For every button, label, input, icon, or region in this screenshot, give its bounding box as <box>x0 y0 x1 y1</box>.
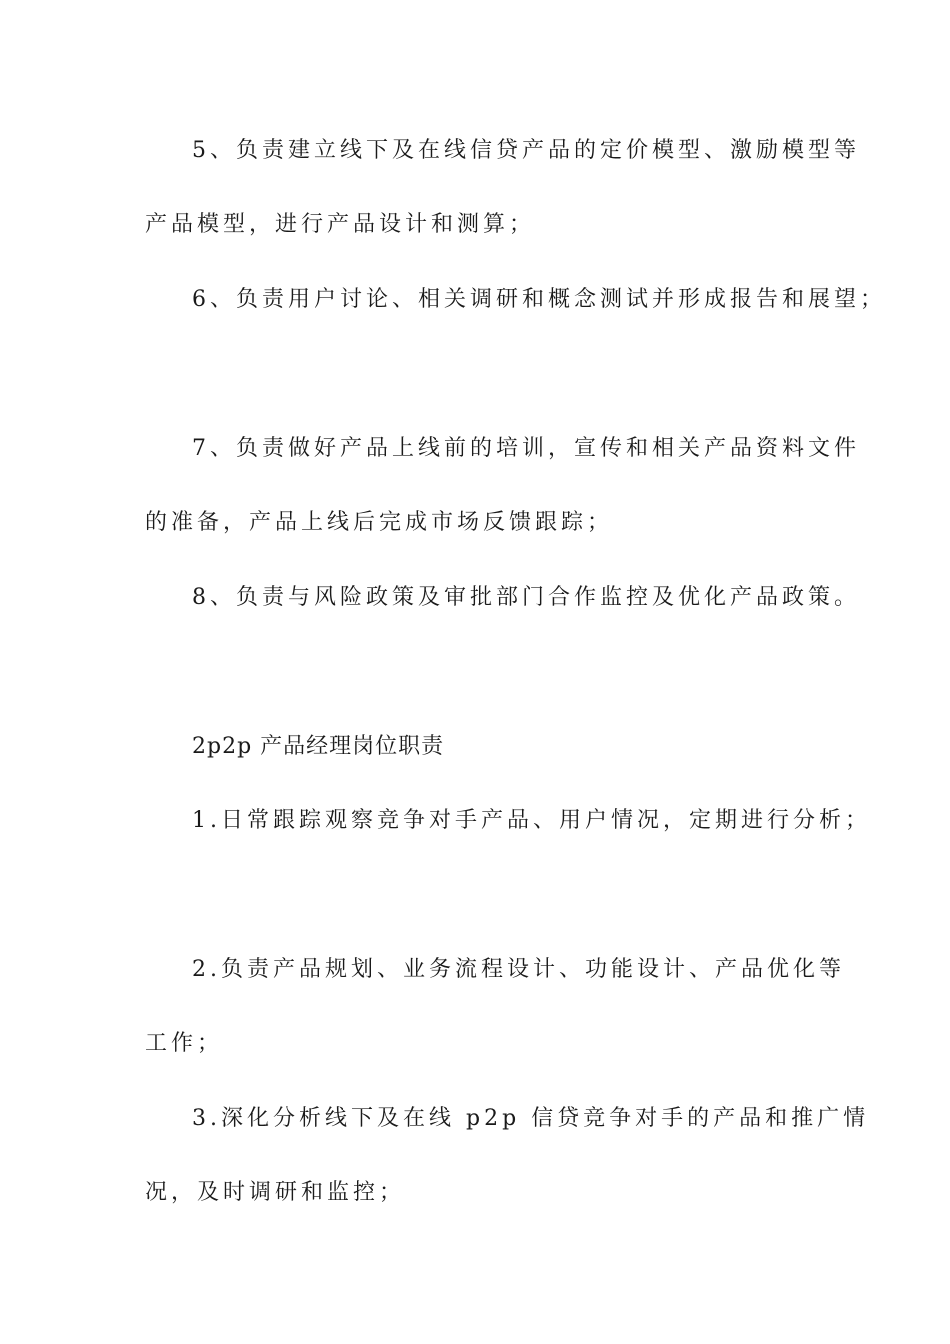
paragraph-6: 6、负责用户讨论、相关调研和概念测试并形成报告和展望； <box>192 287 886 312</box>
section-heading: 2p2p 产品经理岗位职责 <box>192 734 445 759</box>
paragraph-8: 8、负责与风险政策及审批部门合作监控及优化产品政策。 <box>192 585 860 610</box>
paragraph-5-line-1: 5、负责建立线下及在线信贷产品的定价模型、激励模型等 <box>192 138 860 163</box>
duty-1: 1.日常跟踪观察竞争对手产品、用户情况，定期进行分析； <box>192 808 871 833</box>
paragraph-7-line-1: 7、负责做好产品上线前的培训，宣传和相关产品资料文件 <box>192 436 860 461</box>
duty-3-line-2: 况，及时调研和监控； <box>145 1180 406 1205</box>
duty-2-line-1: 2.负责产品规划、业务流程设计、功能设计、产品优化等 <box>192 957 845 982</box>
duty-3-line-1: 3.深化分析线下及在线 p2p 信贷竞争对手的产品和推广情 <box>192 1106 870 1131</box>
paragraph-5-line-2: 产品模型，进行产品设计和测算； <box>145 212 536 237</box>
duty-2-line-2: 工作； <box>145 1031 224 1056</box>
paragraph-7-line-2: 的准备，产品上线后完成市场反馈跟踪； <box>145 510 614 535</box>
